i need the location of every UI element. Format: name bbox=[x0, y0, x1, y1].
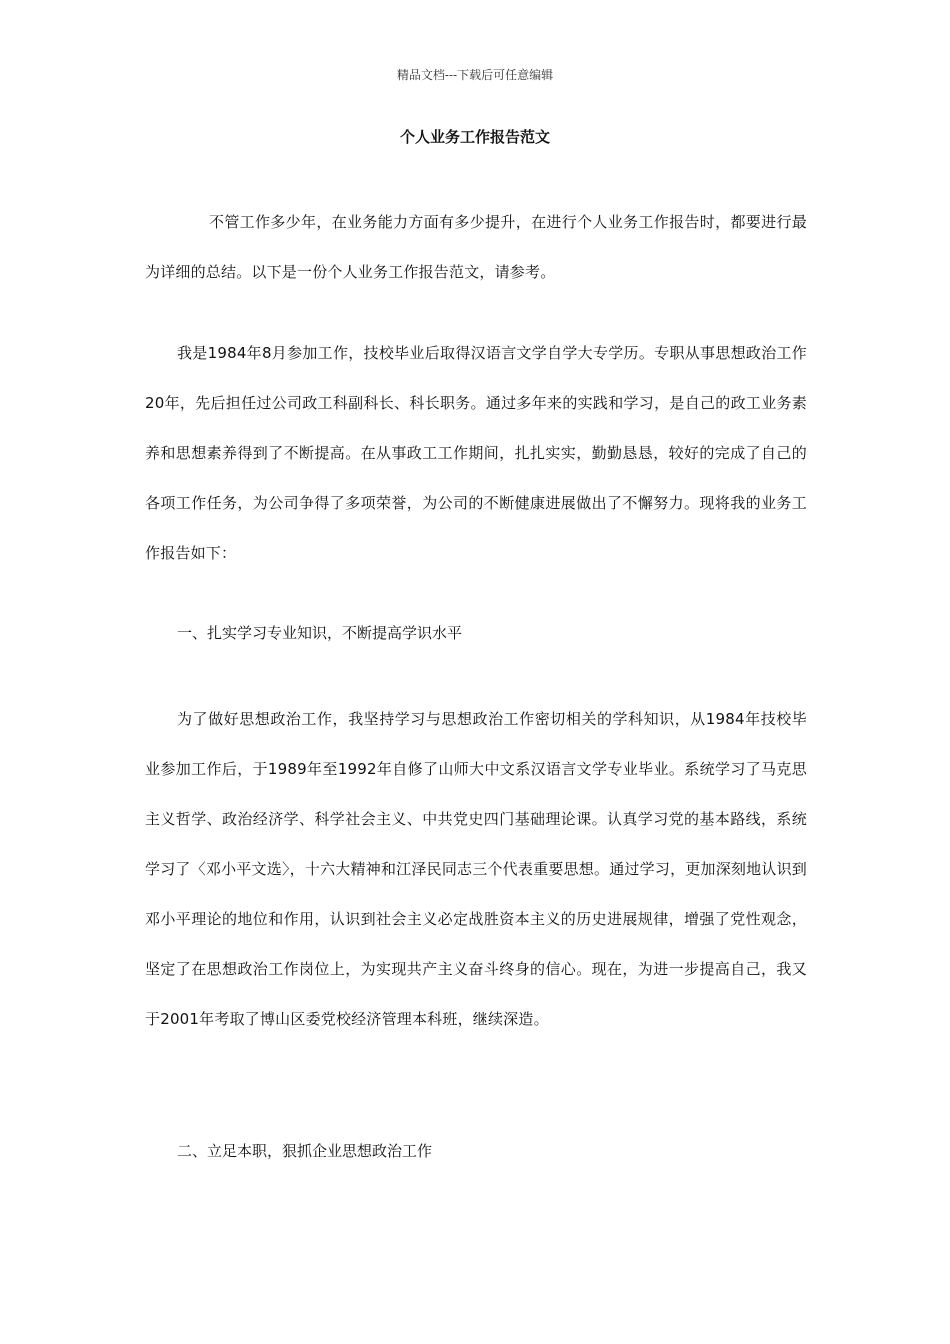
section-heading-1: 一、扎实学习专业知识，不断提高学识水平 bbox=[177, 624, 463, 642]
intro-paragraph: 不管工作多少年，在业务能力方面有多少提升，在进行个人业务工作报告时，都要进行最为详细的总结。以下是一份个人业务工作报告范文，请参考。 bbox=[145, 213, 807, 281]
body-paragraph-1: 我是1984年8月参加工作，技校毕业后取得汉语言文学自学大专学历。专职从事思想政治工作20年，先后担任过公司政工科副科长、科长职务。通过多年来的实践和学习，是自己的政工业务素养和思想素养得到了不断提高。在从事政工工作期间，扎扎实实，勤勤恳恳，较好的完成了自己的各项工作任务，为公司争得了多项荣誉，为公司的不断健康进展做出了不懈努力。现将我的业务工作报告如下： bbox=[145, 344, 807, 562]
document-title: 个人业务工作报告范文 bbox=[399, 128, 550, 146]
body-paragraph-2: 为了做好思想政治工作，我坚持学习与思想政治工作密切相关的学科知识，从1984年技校毕业参加工作后，于1989年至1992年自修了山师大中文系汉语言文学专业毕业。系统学习了马克思主义哲学、政治经济学、科学社会主义、中共党史四门基础理论课。认真学习党的基本路线，系统学习了〈邓小平文选〉，十六大精神和江泽民同志三个代表重要思想。通过学习，更加深刻地认识到邓小平理论的地位和作用，认识到社会主义必定战胜资本主义的历史进展规律，增强了党性观念，坚定了在思想政治工作岗位上，为实现共产主义奋斗终身的信心。现在，为进一步提高自己，我又于2001年考取了博山区委党校经济管理本科班，继续深造。 bbox=[145, 710, 807, 1028]
section-heading-2: 二、立足本职，狠抓企业思想政治工作 bbox=[177, 1142, 433, 1160]
page-header-watermark: 精品文档---下载后可任意编辑 bbox=[396, 68, 554, 82]
